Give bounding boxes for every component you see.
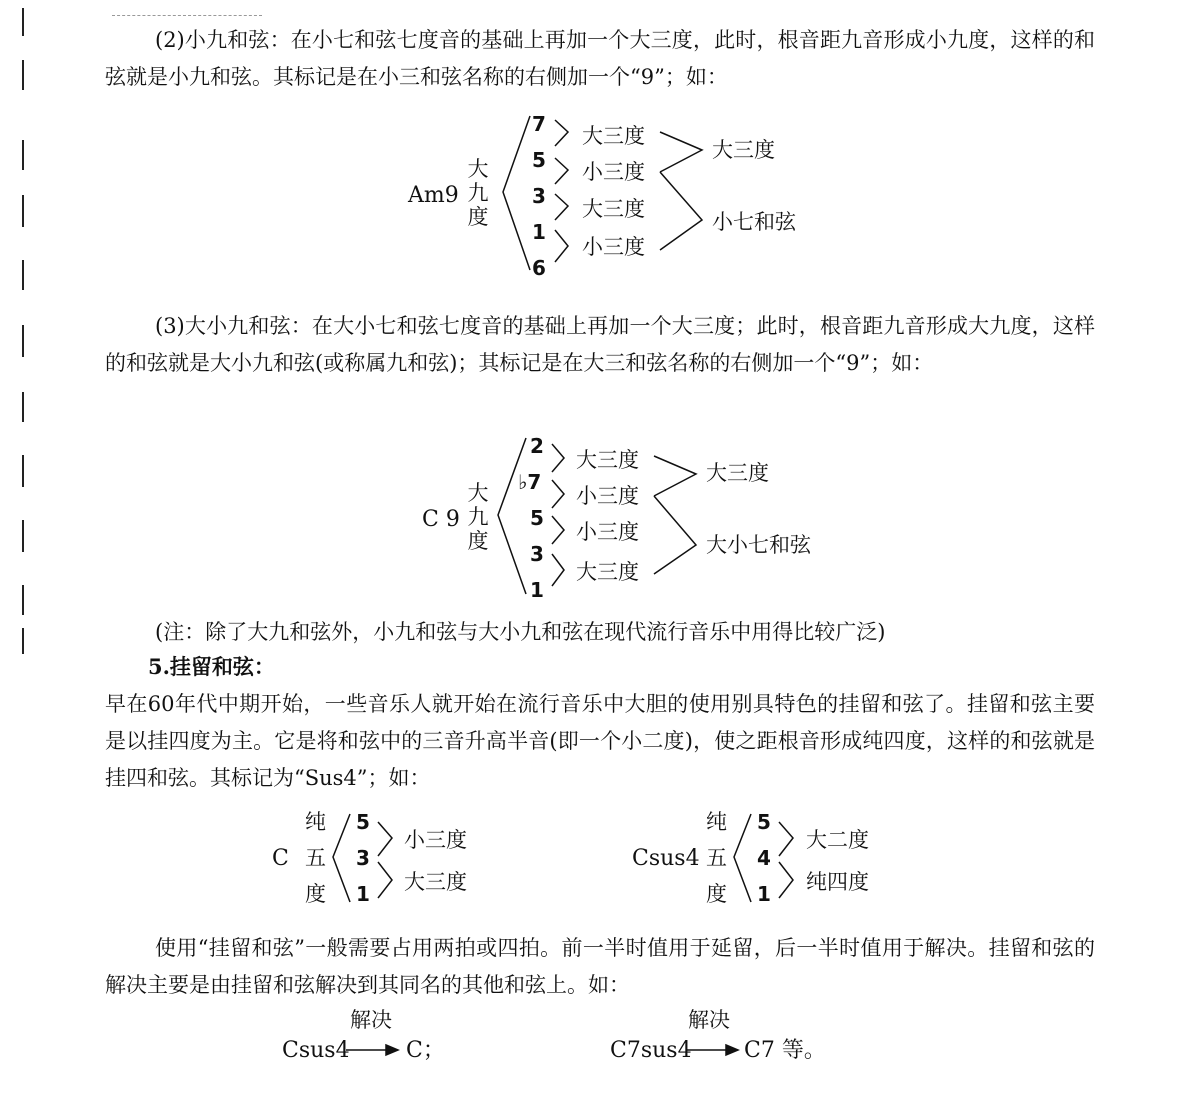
- chord-name-c: C: [272, 846, 289, 871]
- interval-label: 小三度: [576, 484, 639, 508]
- interval-chevron: [378, 822, 392, 856]
- bracket: [503, 116, 530, 270]
- interval-label: 小三度: [576, 520, 639, 544]
- margin-bar: [22, 140, 24, 170]
- span-label-char: 纯: [706, 810, 727, 834]
- chord-note: 3: [356, 846, 370, 870]
- chord-note: 5: [532, 148, 546, 172]
- resolve-arrowhead: [386, 1045, 398, 1055]
- group-chevron: [660, 132, 702, 172]
- interval-chevron: [552, 480, 564, 508]
- interval-chevron: [552, 516, 564, 544]
- chord-note: 1: [757, 882, 771, 906]
- span-label-char: 纯: [305, 810, 326, 834]
- chord-name-c9: C 9: [422, 507, 460, 532]
- span-label-char: 度: [305, 882, 326, 906]
- span-label-char: 度: [467, 205, 489, 229]
- group-chevron: [660, 172, 702, 250]
- chord-note: 4: [757, 846, 771, 870]
- span-label-char: 大: [467, 481, 489, 505]
- interval-label: 小三度: [582, 235, 645, 259]
- chord-name-am9: Am9: [408, 183, 459, 208]
- group-chevron: [654, 496, 696, 574]
- chord-note: 5: [530, 506, 544, 530]
- group-label: 大小七和弦: [706, 533, 811, 557]
- bracket: [734, 814, 751, 902]
- resolve-to: C7 等。: [744, 1038, 826, 1063]
- chord-note: 3: [530, 542, 544, 566]
- margin-bar: [22, 585, 24, 615]
- margin-bar: [22, 628, 24, 654]
- resolve-to: C；: [406, 1038, 445, 1063]
- group-chevron: [654, 456, 696, 496]
- chord-note: 3: [532, 184, 546, 208]
- margin-bar: [22, 392, 24, 422]
- paragraph-minor-ninth: (2)小九和弦：在小七和弦七度音的基础上再加一个大三度，此时，根音距九音形成小九度，这样的和弦就是小九和弦。其标记是在小三和弦名称的右侧加一个“9”；如：: [105, 28, 1095, 89]
- chord-note: 2: [530, 434, 544, 458]
- bracket: [498, 438, 526, 594]
- interval-chevron: [555, 230, 568, 262]
- margin-bar: [22, 455, 24, 487]
- margin-bar: [22, 8, 24, 36]
- chord-note: 1: [530, 578, 544, 602]
- interval-chevron: [555, 194, 568, 220]
- interval-label: 大三度: [582, 124, 645, 148]
- chord-name-csus4: Csus4: [632, 846, 700, 871]
- paragraph-sus: 早在60年代中期开始，一些音乐人就开始在流行音乐中大胆的使用别具特色的挂留和弦了。挂留和弦主要是以挂四度为主。它是将和弦中的三音升高半音(即一个小二度)，使之距根音形成纯四度，这样的和弦就是挂四和弦。其标记为“Sus4”；如：: [105, 692, 1095, 790]
- chord-note: 5: [757, 810, 771, 834]
- chord-note: 1: [356, 882, 370, 906]
- interval-label: 纯四度: [806, 870, 869, 894]
- paragraph-resolve: 使用“挂留和弦”一般需要占用两拍或四拍。前一半时值用于延留，后一半时值用于解决。挂留和弦的解决主要是由挂留和弦解决到其同名的其他和弦上。如：: [105, 936, 1095, 997]
- interval-chevron: [552, 554, 564, 586]
- group-label: 大三度: [706, 461, 769, 485]
- note-text: (注：除了大九和弦外，小九和弦与大小九和弦在现代流行音乐中用得比较广泛): [155, 620, 886, 644]
- interval-label: 大二度: [806, 828, 869, 852]
- group-label: 大三度: [712, 138, 775, 162]
- resolve-from: C7sus4: [610, 1038, 692, 1063]
- chord-note: 1: [532, 220, 546, 244]
- interval-label: 小三度: [582, 160, 645, 184]
- interval-chevron: [555, 158, 568, 184]
- chord-note: 6: [532, 256, 546, 280]
- paragraph-dominant-ninth: (3)大小九和弦：在大小七和弦七度音的基础上再加一个大三度；此时，根音距九音形成大九度，这样的和弦就是大小九和弦(或称属九和弦)；其标记是在大三和弦名称的右侧加一个“9”；如：: [105, 314, 1095, 375]
- interval-chevron: [555, 120, 568, 146]
- interval-label: 大三度: [576, 560, 639, 584]
- resolve-arrowhead: [726, 1045, 738, 1055]
- span-label-char: 五: [305, 846, 326, 870]
- span-label-char: 大: [467, 157, 489, 181]
- chord-note: 7: [532, 112, 546, 136]
- resolve-from: Csus4: [282, 1038, 350, 1063]
- margin-bar: [22, 60, 24, 90]
- span-label-char: 五: [706, 846, 727, 870]
- interval-chevron: [552, 444, 564, 472]
- interval-chevron: [779, 862, 793, 898]
- span-label-char: 度: [467, 529, 489, 553]
- chord-note: ♭7: [518, 470, 542, 494]
- span-label-char: 度: [706, 882, 727, 906]
- scan-top-line: [112, 15, 262, 17]
- section-heading-sus: 5.挂留和弦：: [148, 654, 275, 679]
- interval-chevron: [779, 822, 793, 856]
- group-label: 小七和弦: [712, 210, 796, 234]
- interval-label: 大三度: [576, 448, 639, 472]
- interval-label: 大三度: [582, 197, 645, 221]
- interval-label: 大三度: [404, 870, 467, 894]
- span-label-char: 九: [467, 505, 489, 529]
- span-label-char: 九: [467, 181, 489, 205]
- margin-bar: [22, 325, 24, 357]
- margin-bar: [22, 195, 24, 227]
- interval-label: 小三度: [404, 828, 467, 852]
- resolve-label: 解决: [688, 1008, 730, 1032]
- margin-bar: [22, 520, 24, 552]
- resolve-label: 解决: [350, 1008, 392, 1032]
- chord-note: 5: [356, 810, 370, 834]
- margin-bar: [22, 260, 24, 290]
- interval-chevron: [378, 862, 392, 898]
- bracket: [333, 814, 350, 902]
